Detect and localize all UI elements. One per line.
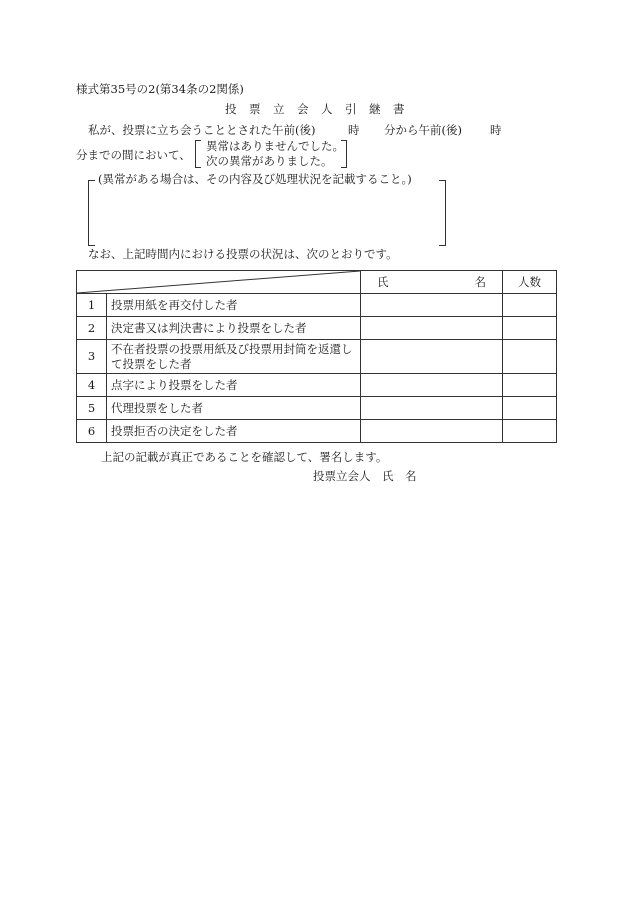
row-name-cell[interactable] (361, 294, 503, 317)
row-label: 不在者投票の投票用紙及び投票用封筒を返還して投票をした者 (107, 340, 361, 374)
table-row (77, 317, 557, 340)
table-intro: なお、上記時間内における投票の状況は、次のとおりです。 (88, 247, 398, 261)
statement-hour-1: 時 (348, 123, 360, 137)
header-name: 氏 名 (361, 271, 503, 294)
abnormal-box-caption: (異常がある場合は、その内容及び処理状況を記載すること。) (98, 172, 412, 186)
row-label: 投票用紙を再交付した者 (107, 294, 361, 317)
row-count-cell[interactable] (503, 317, 557, 340)
form-number: 様式第35号の2(第34条の2関係) (76, 82, 244, 96)
row-count-cell[interactable] (503, 420, 557, 443)
table-row (77, 374, 557, 397)
signature-field[interactable] (425, 466, 555, 486)
row-count-cell[interactable] (503, 374, 557, 397)
row-label: 決定書又は判決書により投票をした者 (107, 317, 361, 340)
confirmation-statement: 上記の記載が真正であることを確認して、署名します。 (101, 450, 388, 464)
statement-line-1-lead: 私が、投票に立ち会うこととされた午前(後) (88, 123, 316, 137)
row-number: 6 (77, 420, 107, 443)
table-row (77, 340, 557, 374)
statement-hour-2: 時 (490, 123, 502, 137)
option-abnormality: 次の異常がありました。 (206, 154, 333, 168)
header-count: 人数 (503, 271, 557, 294)
table-row (77, 294, 557, 317)
table-row (77, 420, 557, 443)
row-count-cell[interactable] (503, 397, 557, 420)
signature-label: 投票立会人 氏 名 (313, 469, 417, 483)
table-row (77, 397, 557, 420)
voting-status-table (76, 270, 557, 443)
row-name-cell[interactable] (361, 340, 503, 374)
page-title: 投 票 立 会 人 引 継 書 (225, 102, 405, 116)
option-no-abnormality: 異常はありませんでした。 (206, 139, 344, 153)
diagonal-line (77, 271, 360, 293)
row-name-cell[interactable] (361, 374, 503, 397)
abnormal-box-left-bracket (88, 180, 95, 246)
row-label: 点字により投票をした者 (107, 374, 361, 397)
row-label: 代理投票をした者 (107, 397, 361, 420)
row-number: 1 (77, 294, 107, 317)
row-number: 5 (77, 397, 107, 420)
row-name-cell[interactable] (361, 317, 503, 340)
statement-line-2-lead: 分までの間において、 (76, 148, 191, 162)
row-count-cell[interactable] (503, 340, 557, 374)
header-diagonal-cell (77, 271, 361, 294)
abnormal-box-content[interactable] (96, 190, 436, 240)
row-number: 2 (77, 317, 107, 340)
row-name-cell[interactable] (361, 397, 503, 420)
row-number: 4 (77, 374, 107, 397)
abnormal-box-right-bracket (439, 180, 446, 246)
row-name-cell[interactable] (361, 420, 503, 443)
row-count-cell[interactable] (503, 294, 557, 317)
row-label: 投票拒否の決定をした者 (107, 420, 361, 443)
options-bracket-left (195, 140, 201, 168)
statement-from-ampm: 分から午前(後) (384, 123, 462, 137)
table-header-row (77, 271, 557, 294)
row-number: 3 (77, 340, 107, 374)
